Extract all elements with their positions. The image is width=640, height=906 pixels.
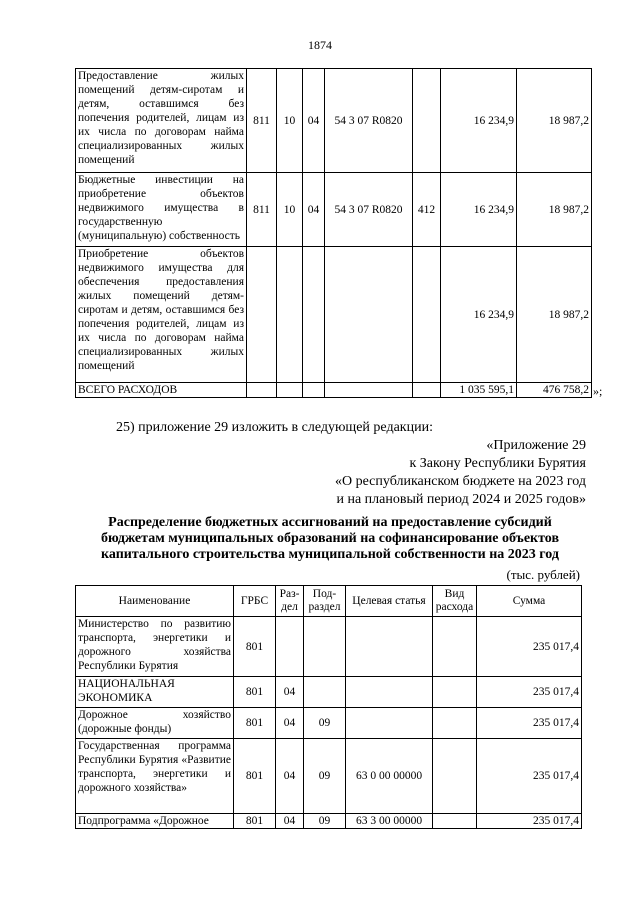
table-row (76, 677, 582, 708)
row-vid (433, 677, 477, 708)
row-article (325, 383, 413, 398)
continuation-table (75, 68, 592, 398)
row-name: НАЦИОНАЛЬНАЯ ЭКОНОМИКА (76, 677, 234, 708)
row-sum: 235 017,4 (477, 814, 582, 829)
row-vid (413, 247, 441, 383)
row-vid (433, 739, 477, 814)
annex-header (335, 437, 586, 509)
annex-line: «Приложение 29 (486, 438, 586, 453)
row-podrazdel: 09 (304, 739, 346, 814)
row-article: 54 3 07 R0820 (325, 173, 413, 247)
table-row (76, 173, 592, 247)
row-razdel (277, 383, 303, 398)
row-vid (433, 617, 477, 677)
document-title (60, 515, 600, 563)
row-razdel: 10 (277, 173, 303, 247)
row-grbs: 801 (234, 739, 276, 814)
row-podrazdel: 09 (304, 814, 346, 829)
row-grbs: 801 (234, 617, 276, 677)
header-razdel: Раз- дел (276, 586, 304, 617)
row-article: 63 0 00 00000 (346, 739, 433, 814)
row-razdel (277, 247, 303, 383)
row-name: Бюджетные инвестиции на приобретение объектов недвижимого имущества в государственную (муниципальную) собственность (76, 173, 247, 247)
row-sum: 235 017,4 (477, 677, 582, 708)
row-podrazdel: 09 (304, 708, 346, 739)
title-line: капитального строительства муниципальной собственности на 2023 год (101, 547, 559, 562)
amendment-text: 25) приложение 29 изложить в следующей редакции: (116, 420, 433, 435)
row-grbs: 811 (247, 69, 277, 173)
row-grbs: 801 (234, 677, 276, 708)
row-name: Министерство по развитию транспорта, энергетики и дорожного хозяйства Республики Бурятия (76, 617, 234, 677)
row-sum-2025: 18 987,2 (517, 69, 592, 173)
row-sum-2024: 16 234,9 (441, 69, 517, 173)
allocation-table (75, 585, 582, 829)
row-name: Предоставление жилых помещений детям-сиротам и детям, оставшимся без попечения родителей, лицам из их числа по договорам найма специализированных жилых помещений (76, 69, 247, 173)
row-podrazdel: 04 (303, 69, 325, 173)
row-name: Приобретение объектов недвижимого имущества для обеспечения предоставления жилых помещений детям-сиротам и детям, оставшимся без попечения родителей, лицам из их числа по договорам найма специализированных жилых помещений (76, 247, 247, 383)
title-line: бюджетам муниципальных образований на софинансирование объектов (100, 531, 560, 546)
row-article (346, 708, 433, 739)
row-sum-2025: 476 758,2 (517, 383, 592, 398)
row-podrazdel (304, 677, 346, 708)
row-podrazdel: 04 (303, 173, 325, 247)
title-line: Распределение бюджетных ассигнований на предоставление субсидий (108, 515, 552, 530)
header-podrazdel: Под- раздел (304, 586, 346, 617)
row-sum: 235 017,4 (477, 739, 582, 814)
row-razdel: 04 (276, 814, 304, 829)
header-vid: Вид расхода (433, 586, 477, 617)
row-vid (433, 814, 477, 829)
table-row (76, 708, 582, 739)
row-sum-2024: 16 234,9 (441, 247, 517, 383)
row-article (346, 617, 433, 677)
row-sum: 235 017,4 (477, 617, 582, 677)
row-razdel: 04 (276, 708, 304, 739)
row-name: ВСЕГО РАСХОДОВ (76, 383, 247, 398)
table-header-row (76, 586, 582, 617)
row-grbs: 811 (247, 173, 277, 247)
row-podrazdel (303, 383, 325, 398)
row-podrazdel (303, 247, 325, 383)
page-number: 1874 (308, 38, 332, 52)
row-name: Государственная программа Республики Бурятия «Развитие транспорта, энергетики и дорожного хозяйства» (76, 739, 234, 814)
closing-quote: »; (593, 384, 603, 398)
annex-line: и на плановый период 2024 и 2025 годов» (336, 492, 586, 507)
row-razdel (276, 617, 304, 677)
table-row (76, 69, 592, 173)
row-podrazdel (304, 617, 346, 677)
row-sum-2025: 18 987,2 (517, 173, 592, 247)
table-row-total (76, 383, 592, 398)
row-article (325, 247, 413, 383)
row-vid: 412 (413, 173, 441, 247)
row-name: Подпрограмма «Дорожное (76, 814, 234, 829)
row-sum: 235 017,4 (477, 708, 582, 739)
annex-line: к Закону Республики Бурятия (409, 456, 586, 471)
row-name: Дорожное хозяйство (дорожные фонды) (76, 708, 234, 739)
table-row (76, 739, 582, 814)
row-grbs (247, 383, 277, 398)
units-label: (тыс. рублей) (506, 567, 580, 582)
row-sum-2024: 1 035 595,1 (441, 383, 517, 398)
row-sum-2025: 18 987,2 (517, 247, 592, 383)
row-vid (413, 69, 441, 173)
header-sum: Сумма (477, 586, 582, 617)
header-grbs: ГРБС (234, 586, 276, 617)
row-grbs (247, 247, 277, 383)
table-row (76, 814, 582, 829)
table-row (76, 617, 582, 677)
row-article (346, 677, 433, 708)
row-razdel: 04 (276, 677, 304, 708)
header-name: Наименование (76, 586, 234, 617)
row-grbs: 801 (234, 708, 276, 739)
row-razdel: 10 (277, 69, 303, 173)
row-vid (433, 708, 477, 739)
row-vid (413, 383, 441, 398)
row-razdel: 04 (276, 739, 304, 814)
table-row (76, 247, 592, 383)
row-sum-2024: 16 234,9 (441, 173, 517, 247)
row-article: 63 3 00 00000 (346, 814, 433, 829)
header-article: Целевая статья (346, 586, 433, 617)
annex-line: «О республиканском бюджете на 2023 год (335, 474, 586, 489)
row-article: 54 3 07 R0820 (325, 69, 413, 173)
row-grbs: 801 (234, 814, 276, 829)
